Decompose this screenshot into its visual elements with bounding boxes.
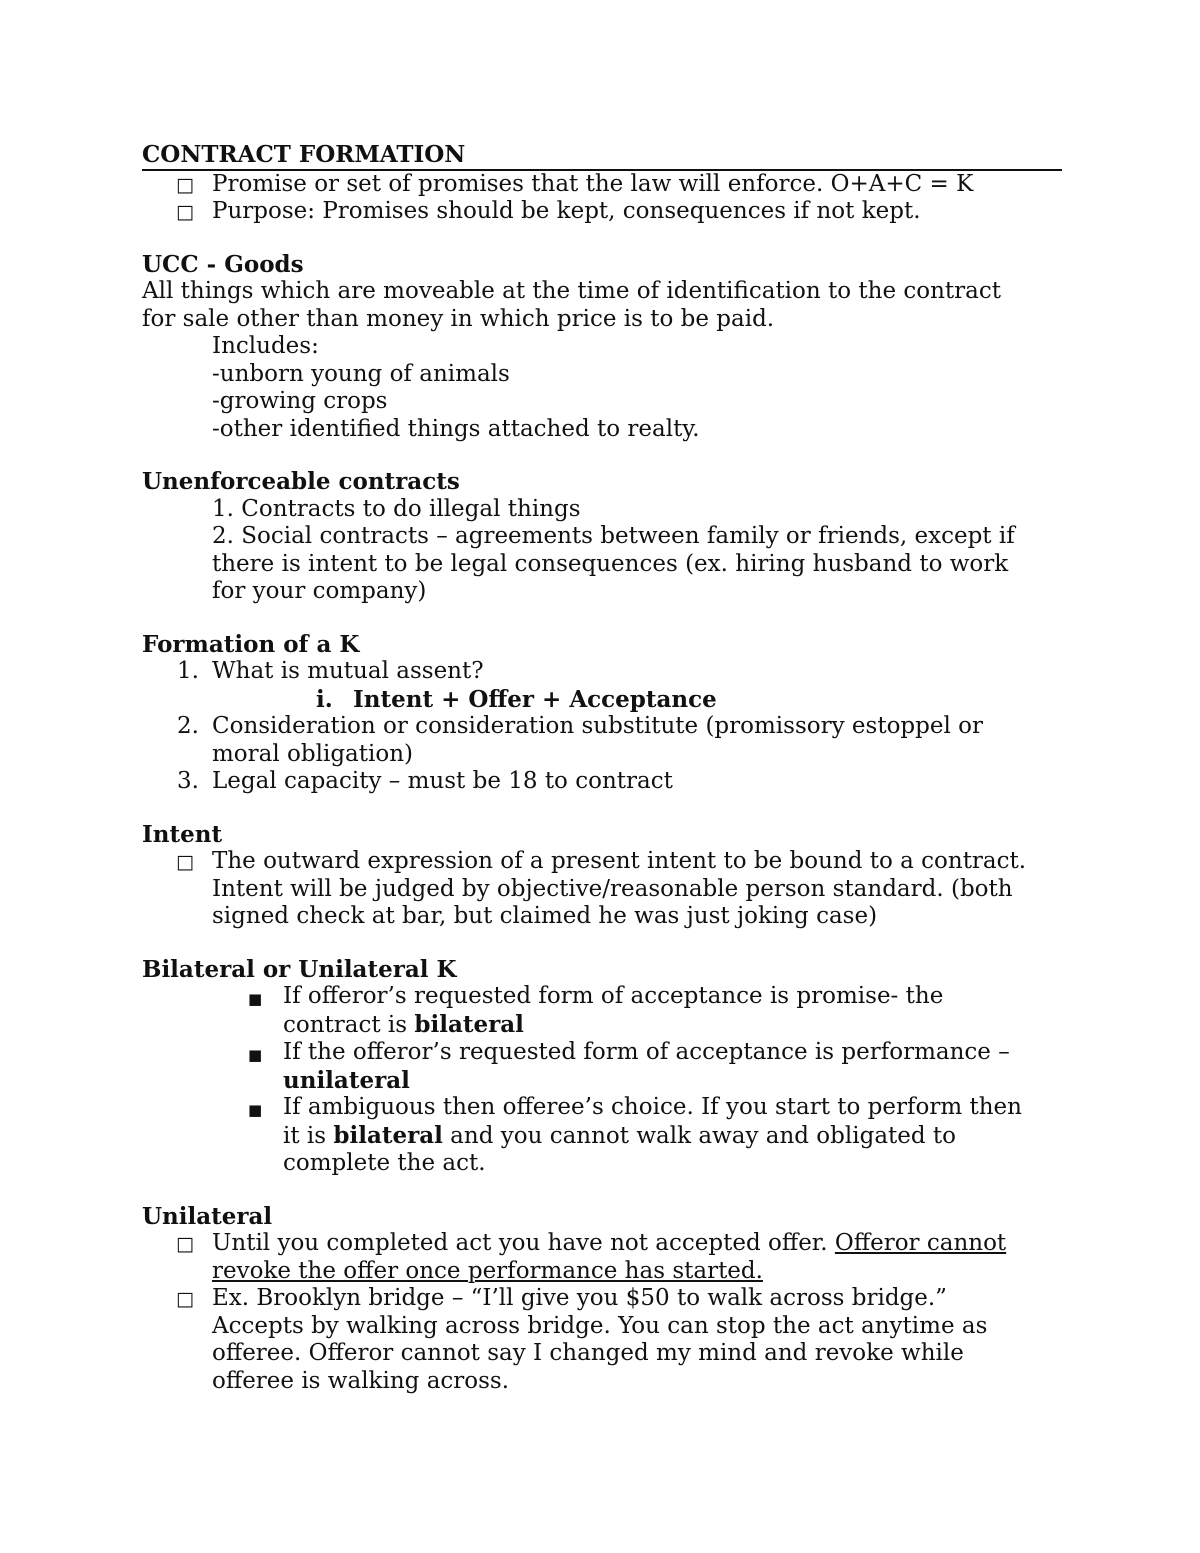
- list-item-continued: for your company): [212, 578, 427, 604]
- section-heading-intent: Intent: [142, 820, 223, 848]
- list-item: □ Promise or set of promises that the law will enforce. O+A+C = K: [142, 171, 1062, 199]
- list-item-continued: offeree. Offeror cannot say I changed my mind and revoke while: [212, 1340, 964, 1366]
- document-body: [142, 141, 1062, 1395]
- square-box-icon: □: [176, 1233, 194, 1255]
- list-item-continued: complete the act.: [283, 1150, 486, 1176]
- square-box-icon: □: [176, 201, 194, 223]
- list-item: 3. Legal capacity – must be 18 to contract: [177, 768, 673, 794]
- list-item-continued: it is bilateral and you cannot walk away and obligated to: [283, 1121, 957, 1149]
- list-item: □ Until you completed act you have not accepted offer. Offeror cannot: [142, 1230, 1062, 1258]
- list-item-continued: unilateral: [283, 1066, 410, 1094]
- paragraph: for sale other than money in which price is to be paid.: [142, 305, 775, 332]
- list-item: ■ If the offeror’s requested form of acceptance is performance –: [142, 1039, 1062, 1067]
- list-item-continued: offeree is walking across.: [212, 1367, 510, 1394]
- list-item: □ The outward expression of a present intent to be bound to a contract.: [142, 848, 1062, 876]
- section-heading-bilateral: Bilateral or Unilateral K: [142, 955, 457, 983]
- list-item: 2. Consideration or consideration substitute (promissory estoppel or: [177, 713, 983, 739]
- section-heading-unilateral: Unilateral: [142, 1202, 273, 1230]
- list-item-continued: there is intent to be legal consequences (ex. hiring husband to work: [212, 550, 1009, 577]
- list-item-continued: revoke the offer once performance has started.: [212, 1257, 763, 1284]
- list-item: 1. Contracts to do illegal things: [212, 495, 581, 522]
- paragraph: All things which are moveable at the time of identification to the contract: [142, 278, 1002, 304]
- list-item: ■ If ambiguous then offeree’s choice. If you start to perform then: [142, 1094, 1062, 1122]
- list-item: ■ If offeror’s requested form of acceptance is promise- the: [142, 983, 1062, 1011]
- list-item-continued: contract is bilateral: [283, 1010, 524, 1038]
- section-heading-ucc: UCC - Goods: [142, 250, 304, 278]
- list-item-continued: signed check at bar, but claimed he was just joking case): [212, 903, 878, 929]
- square-box-icon: □: [176, 173, 194, 196]
- list-item: □ Ex. Brooklyn bridge – “I’ll give you $50 to walk across bridge.”: [142, 1285, 1062, 1313]
- page-title: CONTRACT FORMATION: [142, 141, 1062, 171]
- list-item: -unborn young of animals: [212, 360, 510, 387]
- section-heading-formation: Formation of a K: [142, 630, 360, 658]
- list-item-continued: moral obligation): [212, 740, 413, 767]
- filled-square-icon: ■: [248, 1046, 263, 1064]
- filled-square-icon: ■: [248, 1101, 263, 1119]
- list-item-continued: Intent will be judged by objective/reasonable person standard. (both: [212, 875, 1013, 902]
- square-box-icon: □: [176, 851, 194, 873]
- section-heading-unenforceable: Unenforceable contracts: [142, 468, 460, 495]
- list-item: 1. What is mutual assent?: [177, 658, 484, 684]
- list-item: -other identified things attached to realty.: [212, 415, 700, 442]
- filled-square-icon: ■: [248, 990, 263, 1008]
- list-item: -growing crops: [212, 388, 388, 414]
- list-item: □ Purpose: Promises should be kept, consequences if not kept.: [142, 198, 1062, 226]
- includes-label: Includes:: [212, 333, 319, 359]
- square-box-icon: □: [176, 1288, 194, 1310]
- list-item-continued: Accepts by walking across bridge. You can stop the act anytime as: [212, 1312, 988, 1339]
- sub-list-item: i. Intent + Offer + Acceptance: [316, 685, 717, 713]
- list-item: 2. Social contracts – agreements between family or friends, except if: [212, 523, 1015, 549]
